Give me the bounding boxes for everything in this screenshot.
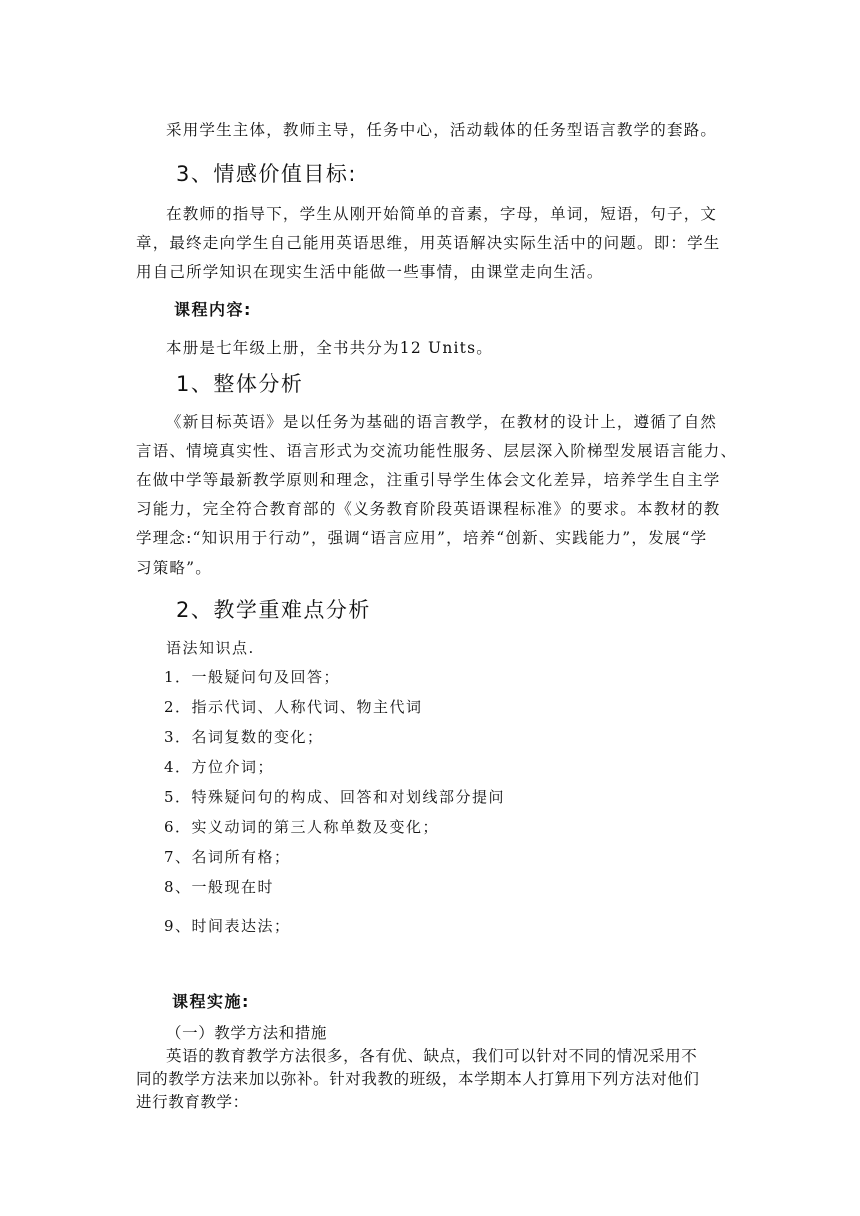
- course-content-heading: 课程内容:: [174, 300, 252, 319]
- overall-line-5: 学理念:“知识用于行动”，强调“语言应用”，培养“创新、实践能力”，发展“学: [136, 529, 708, 547]
- grammar-item-7: 7、名词所有格；: [164, 848, 291, 866]
- methods-subheading: （一）教学方法和措施: [166, 1024, 328, 1042]
- grammar-item-3: 3．名词复数的变化；: [164, 728, 324, 746]
- section3-line-1: 在教师的指导下，学生从刚开始简单的音素，字母，单词，短语，句子，文: [166, 205, 718, 223]
- grammar-item-2: 2．指示代词、人称代词、物主代词: [164, 698, 423, 716]
- section3-line-3: 用自己所学知识在现实生活中能做一些事情，由课堂走向生活。: [136, 263, 604, 281]
- grammar-label: 语法知识点.: [166, 639, 255, 657]
- overall-analysis-heading: 1、整体分析: [176, 372, 304, 396]
- overall-line-3: 在做中学等最新教学原则和理念，注重引导学生体会文化差异，培养学生自主学: [136, 471, 721, 489]
- methods-line-2: 同的教学方法来加以弥补。针对我教的班级，本学期本人打算用下列方法对他们: [136, 1070, 700, 1088]
- overall-line-4: 习能力，完全符合教育部的《义务教育阶段英语课程标准》的要求。本教材的教: [136, 500, 721, 518]
- overall-line-1: 《新目标英语》是以任务为基础的语言教学，在教材的设计上，遵循了自然: [166, 413, 718, 431]
- grammar-item-9: 9、时间表达法；: [164, 917, 291, 935]
- course-content-text: 本册是七年级上册，全书共分为12 Units。: [166, 339, 493, 357]
- grammar-item-1: 1．一般疑问句及回答；: [164, 668, 341, 686]
- methods-line-3: 进行教育教学：: [136, 1093, 249, 1111]
- overall-line-2: 言语、情境真实性、语言形式为交流功能性服务、层层深入阶梯型发展语言能力、: [136, 442, 738, 460]
- grammar-item-5: 5．特殊疑问句的构成、回答和对划线部分提问: [164, 788, 506, 806]
- grammar-item-8: 8、一般现在时: [164, 878, 275, 896]
- implementation-heading: 课程实施:: [172, 992, 250, 1011]
- difficulty-analysis-heading: 2、教学重难点分析: [176, 598, 371, 622]
- grammar-item-6: 6．实义动词的第三人称单数及变化；: [164, 818, 440, 836]
- intro-line: 采用学生主体，教师主导，任务中心，活动载体的任务型语言教学的套路。: [166, 121, 718, 139]
- grammar-item-4: 4．方位介词；: [164, 758, 275, 776]
- section3-heading: 3、情感价值目标:: [176, 162, 357, 186]
- methods-line-1: 英语的教育教学方法很多，各有优、缺点，我们可以针对不同的情况采用不: [166, 1047, 698, 1065]
- overall-line-6: 习策略”。: [136, 559, 212, 577]
- section3-line-2: 章，最终走向学生自己能用英语思维，用英语解决实际生活中的问题。即：学生: [136, 234, 721, 252]
